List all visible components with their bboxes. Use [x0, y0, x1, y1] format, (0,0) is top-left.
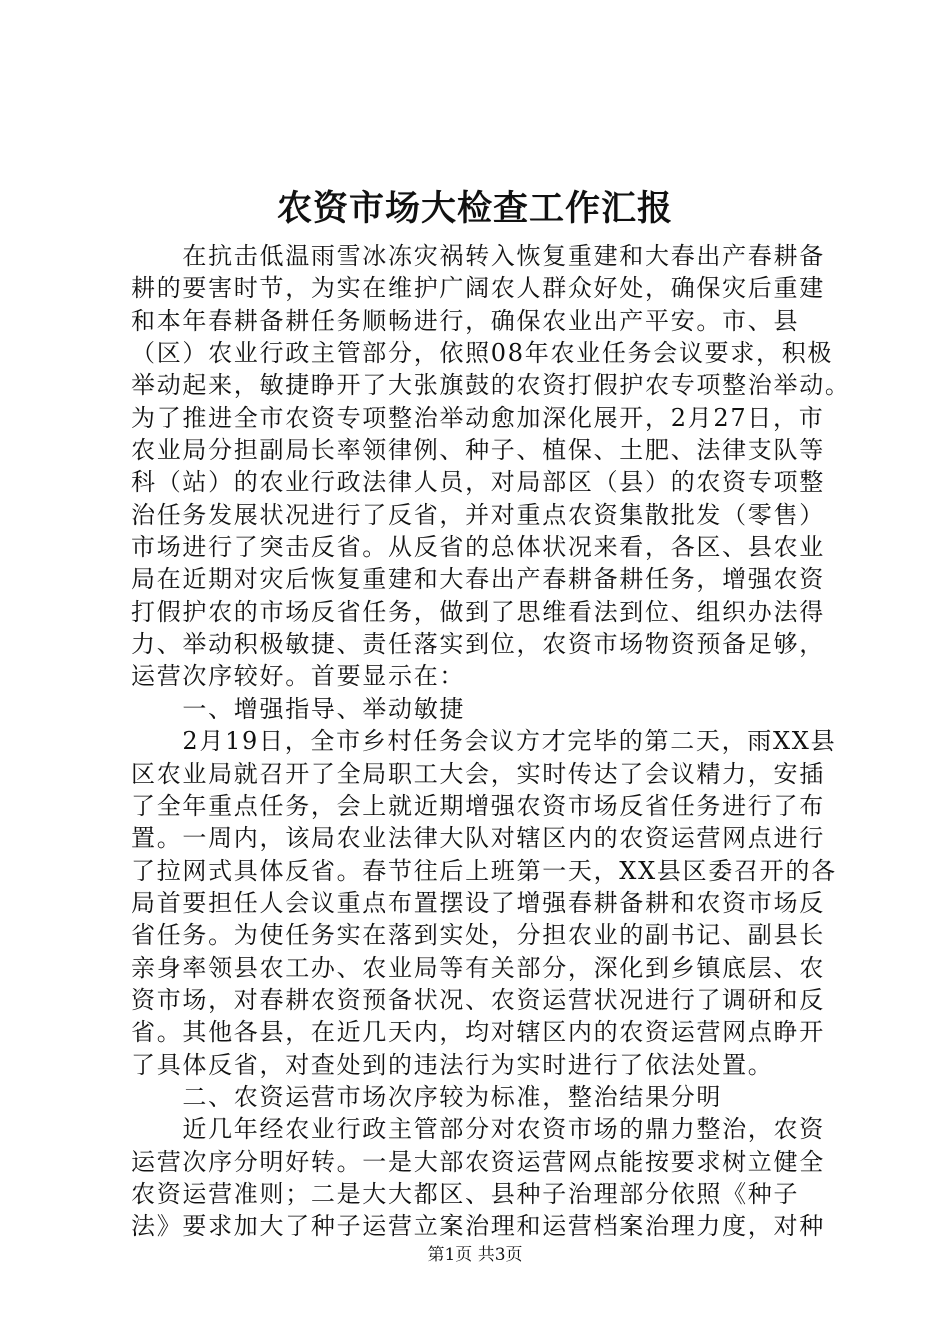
text-line: （区）农业行政主管部分，依照08年农业任务会议要求，积极 [131, 339, 834, 368]
text-line: 省。其他各县，在近几天内，均对辖区内的农资运营网点睁开 [131, 1018, 825, 1047]
section-heading-1 [131, 693, 833, 725]
text-line: 市场进行了突击反省。从反省的总体状况来看，各区、县农业 [131, 533, 825, 562]
paragraph-section-2 [131, 1113, 833, 1242]
text-line: 置。一周内，该局农业法律大队对辖区内的农资运营网点进行 [131, 824, 825, 853]
text-line: 科（站）的农业行政法律人员，对局部区（县）的农资专项整 [131, 468, 825, 497]
text-line: 省任务。为使任务实在落到实处，分担农业的副书记、副县长 [131, 921, 825, 950]
text-line: 为了推进全市农资专项整治举动愈加深化展开，2月27日，市 [131, 403, 825, 432]
text-line: 举动起来，敏捷睁开了大张旗鼓的农资打假护农专项整治举动。 [131, 371, 851, 400]
text-line: 局在近期对灾后恢复重建和大春出产春耕备耕任务，增强农资 [131, 565, 825, 594]
text-line: 了具体反省，对查处到的违法行为实时进行了依法处置。 [131, 1050, 774, 1079]
text-line: 治任务发展状况进行了反省，并对重点农资集散批发（零售） [131, 500, 825, 529]
text-line: 在抗击低温雨雪冰冻灾祸转入恢复重建和大春出产春耕备 [131, 242, 825, 270]
document-title: 农资市场大检查工作汇报 [276, 188, 673, 229]
text-line: 局首要担任人会议重点布置摆设了增强春耕备耕和农资市场反 [131, 888, 825, 917]
heading-line: 二、农资运营市场次序较为标准，整治结果分明 [131, 1082, 723, 1111]
text-line: 法》要求加大了种子运营立案治理和运营档案治理力度，对种 [131, 1212, 825, 1241]
text-line: 了全年重点任务，会上就近期增强农资市场反省任务进行了布 [131, 791, 825, 820]
text-line: 资市场，对春耕农资预备状况、农资运营状况进行了调研和反 [131, 985, 825, 1014]
paragraph-intro [131, 240, 851, 693]
text-line: 区农业局就召开了全局职工大会，实时传达了会议精力，安插 [131, 759, 825, 788]
paragraph-section-1 [131, 725, 837, 1081]
document-body [131, 240, 851, 1243]
text-line: 农业局分担副局长率领律例、种子、植保、土肥、法律支队等 [131, 436, 825, 465]
text-line: 2月19日，全市乡村任务会议方才完毕的第二天，雨XX县 [131, 727, 837, 756]
page-footer: 第1页 共3页 [427, 1245, 523, 1265]
section-heading-2 [131, 1081, 833, 1113]
text-line: 运营次序较好。首要显示在： [131, 662, 466, 691]
text-line: 了拉网式具体反省。春节往后上班第一天，XX县区委召开的各 [131, 856, 837, 885]
text-line: 力、举动积极敏捷、责任落实到位，农资市场物资预备足够， [131, 630, 825, 659]
text-line: 耕的要害时节，为实在维护广阔农人群众好处，确保灾后重建 [131, 274, 825, 303]
text-line: 近几年经农业行政主管部分对农资市场的鼎力整治，农资 [131, 1115, 825, 1144]
text-line: 打假护农的市场反省任务，做到了思维看法到位、组织办法得 [131, 597, 825, 626]
text-line: 运营次序分明好转。一是大部农资运营网点能按要求树立健全 [131, 1147, 825, 1176]
text-line: 亲身率领县农工办、农业局等有关部分，深化到乡镇底层、农 [131, 953, 825, 982]
text-line: 农资运营准则；二是大大都区、县种子治理部分依照《种子 [131, 1179, 800, 1208]
heading-line: 一、增强指导、举动敏捷 [131, 694, 466, 723]
text-line: 和本年春耕备耕任务顺畅进行，确保农业出产平安。市、县 [131, 306, 800, 335]
